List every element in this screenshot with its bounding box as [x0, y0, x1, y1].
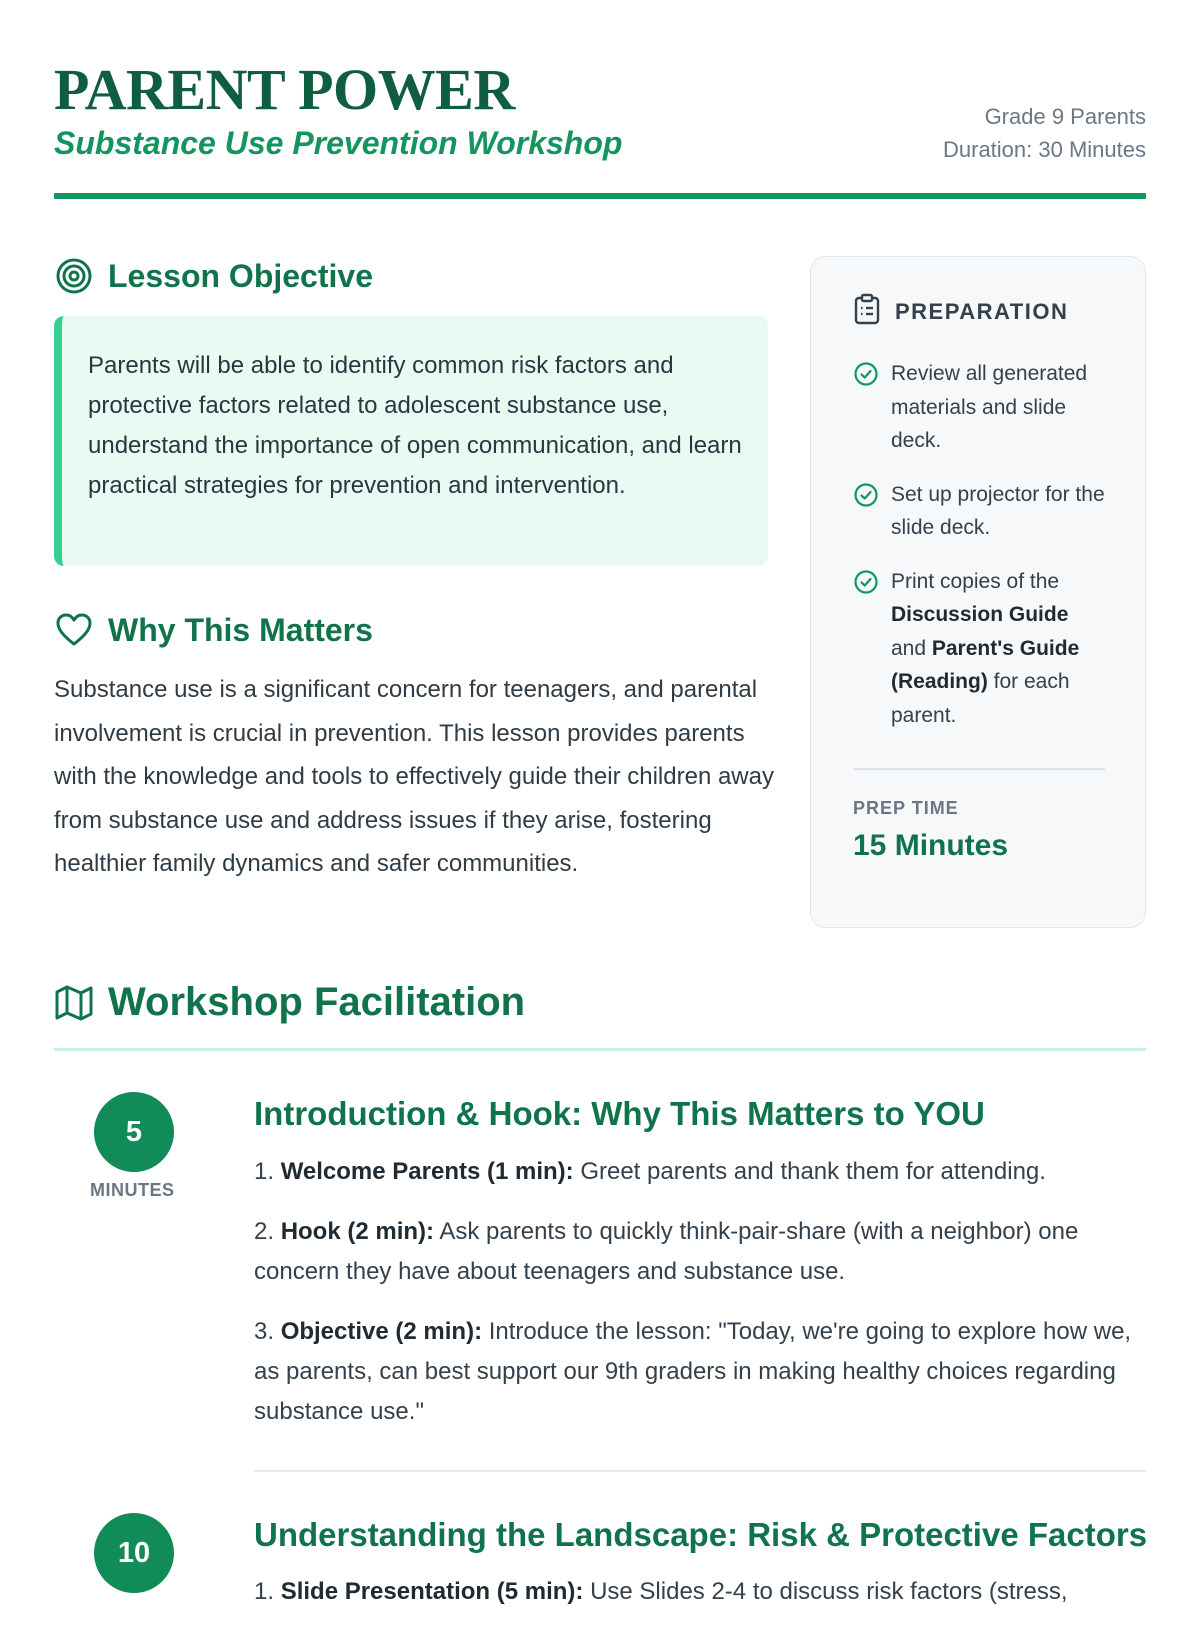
step-item: [254, 1212, 1146, 1292]
why-text: Substance use is a significant concern for teenagers, and parental involvement is crucial in prevention. This lesson provides parents with the knowledge and tools to effectively guide their children away from substance use and address issues if they arise, fostering healthier family dynamics and safer communities.: [54, 676, 774, 877]
step-title: Introduction & Hook: Why This Matters to YOU: [254, 1095, 985, 1132]
step-title: Understanding the Landscape: Risk & Protective Factors: [254, 1516, 1148, 1553]
step-item-number: 3.: [254, 1318, 275, 1345]
header-divider: [54, 193, 1146, 199]
preparation-heading: [853, 293, 1105, 331]
page-subtitle: Substance Use Prevention Workshop: [54, 125, 623, 161]
step-item-number: 1.: [254, 1578, 275, 1605]
step-body: [254, 1152, 1146, 1452]
check-circle-icon: [853, 361, 879, 387]
step-item-label: Objective (2 min):: [280, 1318, 483, 1345]
step-item-text: Greet parents and thank them for attending.: [573, 1158, 1046, 1185]
preparation-item: [853, 478, 1105, 545]
facilitation-heading-label: Workshop Facilitation: [108, 980, 526, 1024]
page-title: PARENT POWER: [54, 57, 515, 122]
step-item-number: 2.: [254, 1218, 275, 1245]
step-item: [254, 1312, 1146, 1432]
step-item-text: Ask parents to quickly think-pair-share (with a neighbor) one concern they have about teenagers and substance use.: [254, 1218, 1079, 1285]
step-item: [254, 1152, 1146, 1192]
facilitation-heading: [54, 980, 525, 1025]
step-item-text: Introduce the lesson: "Today, we're going to explore how we, as parents, can best support our 9th graders in making healthy choices regarding substance use.": [254, 1318, 1132, 1425]
preparation-item-text: [891, 565, 1105, 733]
heart-icon: [54, 610, 94, 650]
page-header: [54, 58, 1146, 162]
step-item-text: Use Slides 2-4 to discuss risk factors (stress,: [583, 1578, 1068, 1605]
target-icon: [54, 256, 94, 296]
preparation-item-text: Set up projector for the slide deck.: [891, 482, 1105, 539]
step-divider: [254, 1470, 1146, 1472]
objective-heading: [54, 256, 373, 296]
step-body: [254, 1572, 1146, 1632]
clipboard-icon: [853, 293, 881, 331]
item-text-part: Print copies of the: [891, 569, 1060, 593]
step-item-label: Welcome Parents (1 min):: [280, 1158, 574, 1185]
preparation-divider: [853, 768, 1105, 770]
check-circle-icon: [853, 482, 879, 508]
step-minutes-badge: [94, 1092, 174, 1172]
step-minutes: 10: [117, 1536, 151, 1569]
preparation-item-text: Review all generated materials and slide deck.: [891, 362, 1088, 452]
map-icon: [54, 983, 94, 1023]
step-item-number: 1.: [254, 1158, 275, 1185]
check-circle-icon: [853, 569, 879, 595]
objective-box: [54, 316, 768, 566]
why-heading: [54, 610, 373, 650]
objective-heading-label: Lesson Objective: [108, 257, 373, 294]
step-minutes-unit: MINUTES: [90, 1180, 175, 1200]
objective-text: Parents will be able to identify common risk factors and protective factors related to adolescent substance use, understand the importance of open communication, and learn practical strategies for prevention and intervention.: [88, 352, 742, 499]
preparation-item: [853, 357, 1105, 458]
preparation-list: [853, 357, 1105, 732]
preparation-card: [810, 256, 1146, 928]
lesson-meta: [943, 100, 1146, 166]
prep-time-label: PREP TIME: [853, 797, 959, 818]
duration-label: Duration: 30 Minutes: [943, 137, 1146, 162]
audience-label: Grade 9 Parents: [984, 104, 1146, 129]
step-item-label: Slide Presentation (5 min):: [280, 1578, 584, 1605]
facilitation-divider: [54, 1048, 1146, 1051]
preparation-heading-label: PREPARATION: [895, 299, 1069, 324]
discussion-guide-label: Discussion Guide: [891, 603, 1069, 626]
prep-time-value: 15 Minutes: [853, 828, 1009, 862]
step-minutes-badge: [94, 1513, 174, 1593]
why-heading-label: Why This Matters: [108, 611, 373, 648]
item-text-part: and: [891, 636, 932, 660]
step-minutes: 5: [125, 1115, 143, 1148]
parents-guide-label: Parent's Guide (Reading): [891, 636, 1080, 693]
step-item: [254, 1572, 1146, 1612]
step-item-label: Hook (2 min):: [280, 1218, 435, 1245]
preparation-item: [853, 565, 1105, 733]
item-text-part: for each parent.: [891, 670, 1070, 727]
